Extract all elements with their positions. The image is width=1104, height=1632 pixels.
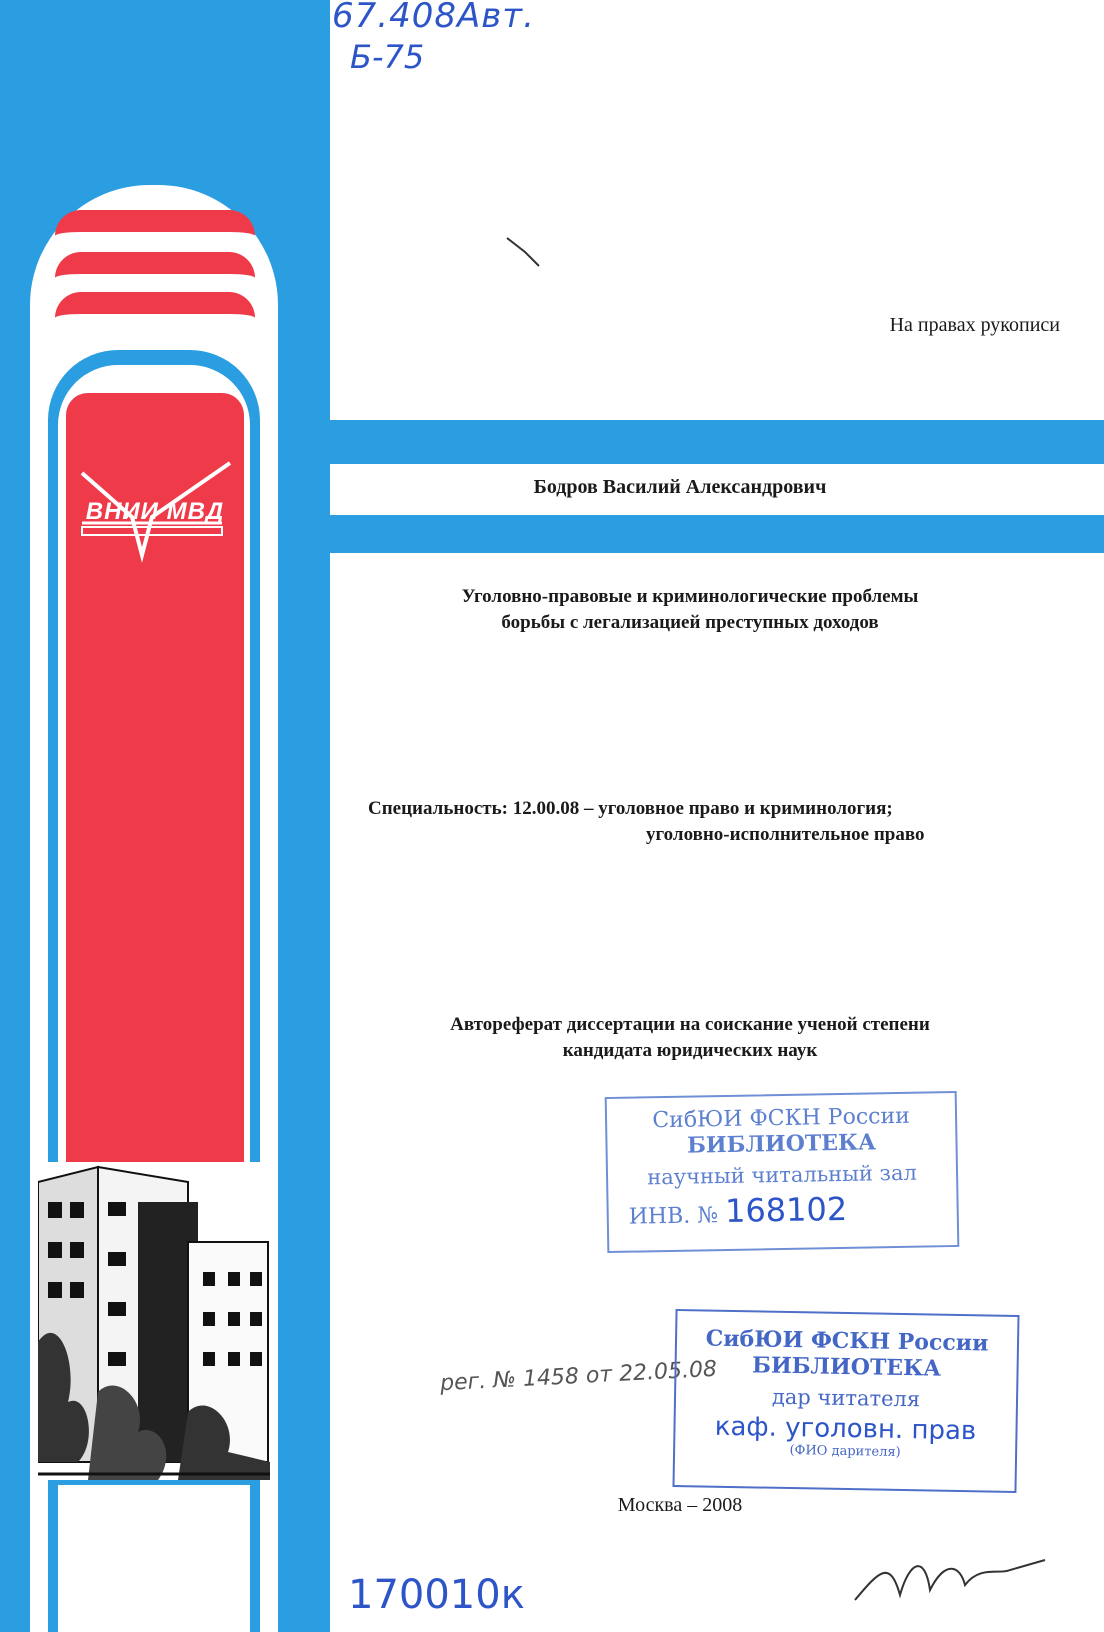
manuscript-note: На правах рукописи [889,314,1060,336]
stamp2-library: БИБЛИОТЕКА [751,1352,942,1382]
handwritten-registration-note: рег. № 1458 от 22.05.08 [439,1356,718,1397]
handwritten-catalog-code: 67.408Авт. [332,0,535,36]
blue-band-bottom [330,515,1104,553]
library-stamp-donation [672,1309,1019,1493]
stamp1-library: БИБЛИОТЕКА [686,1129,877,1159]
title-line-2: борьбы с легализацией преступных доходов [501,612,879,633]
specialty-line-1: Специальность: 12.00.08 – уголовное право и криминология; [368,798,893,819]
stamp1-inv-number: 168102 [724,1189,848,1230]
library-stamp-reading-hall [605,1091,960,1253]
arch-stripe-3 [55,292,255,318]
degree-line-2: кандидата юридических наук [562,1040,818,1061]
signature-icon [850,1540,1050,1620]
arch-stripe-2 [55,252,255,278]
stamp2-donor: каф. уголовн. прав [714,1411,977,1447]
stamp1-inv-label: ИНВ. № [628,1203,719,1230]
author-name: Бодров Василий Александрович [533,476,827,498]
stamp2-gift: дар читателя [771,1384,921,1412]
stamp2-org: СибЮИ ФСКН России [705,1325,989,1357]
degree-statement [340,1012,1040,1064]
stamp1-hall: научный читальный зал [647,1160,918,1190]
specialty-line-2: уголовно-исполнительное право [646,824,925,845]
building-illustration [38,1162,270,1480]
stamp2-donor-caption: (ФИО дарителя) [789,1443,901,1460]
title-line-1: Уголовно-правовые и криминологические проблемы [461,586,919,607]
arch-stripe-1 [55,210,255,236]
stamp1-org: СибЮИ ФСКН России [652,1103,911,1134]
handwritten-bottom-number: 170010к [348,1572,525,1618]
dissertation-title [340,584,1040,636]
blue-band-top [330,420,1104,464]
logo-text: ВНИИ МВД [85,498,225,525]
handwritten-shelf-code: Б-75 [350,38,425,76]
pen-mark-icon [505,232,545,272]
column-lower-white [58,1485,250,1632]
city-year: Москва – 2008 [617,1494,743,1516]
degree-line-1: Автореферат диссертации на соискание ученой степени [450,1014,930,1035]
